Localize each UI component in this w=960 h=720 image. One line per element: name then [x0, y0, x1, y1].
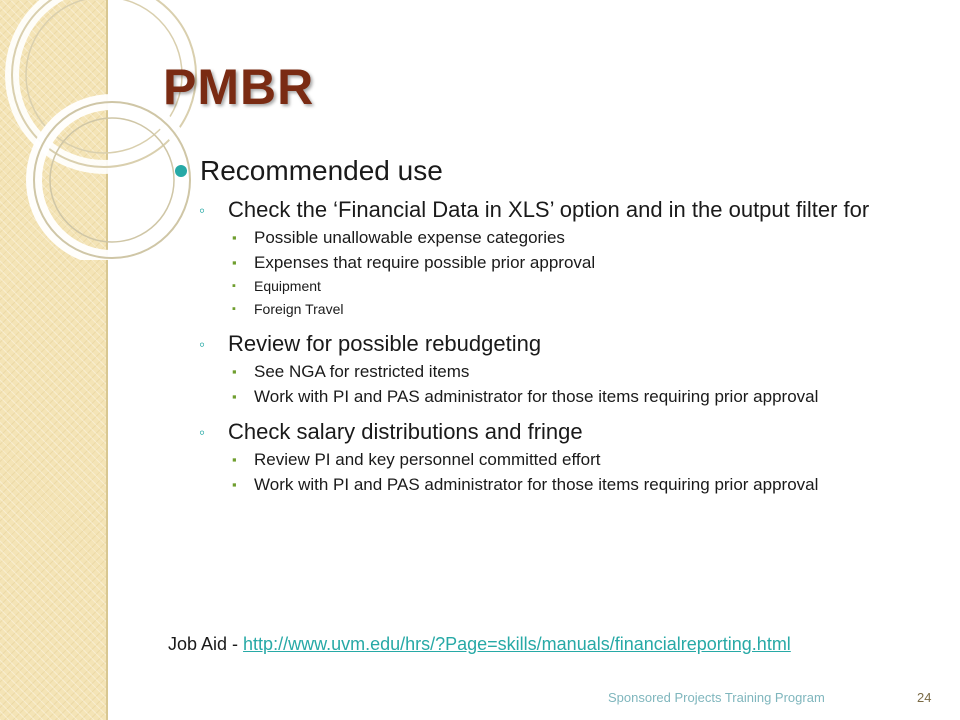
- square-bullet-icon: ▪: [232, 452, 237, 467]
- detail-bullet-text: Possible unallowable expense categories: [254, 228, 565, 247]
- detail-bullet-text: See NGA for restricted items: [254, 362, 470, 381]
- sub-detail-bullet: [170, 300, 930, 318]
- sub-detail-bullet-text: Equipment: [254, 278, 321, 294]
- bullet-groups: [170, 198, 930, 494]
- sub-bullet-text: Check salary distributions and fringe: [228, 419, 583, 444]
- detail-bullet: [170, 362, 930, 381]
- bullet-group: [170, 332, 930, 406]
- sub-bullet-text: Review for possible rebudgeting: [228, 331, 542, 356]
- sub-detail-bullet: [170, 277, 930, 295]
- square-bullet-icon: ▪: [232, 389, 237, 404]
- footer-text: Sponsored Projects Training Program: [608, 690, 825, 705]
- detail-bullet-text: Review PI and key personnel committed effort: [254, 450, 601, 469]
- bullet-dot-icon: [175, 165, 187, 177]
- main-bullet-text: Recommended use: [200, 155, 443, 186]
- bullet-group: [170, 420, 930, 494]
- job-aid-link[interactable]: http://www.uvm.edu/hrs/?Page=skills/manuals/financialreporting.html: [243, 634, 791, 654]
- circle-bullet-icon: ◦: [199, 335, 206, 354]
- circle-bullet-icon: ◦: [199, 423, 206, 442]
- detail-bullet-text: Work with PI and PAS administrator for those items requiring prior approval: [254, 387, 819, 406]
- sub-bullet: [170, 332, 930, 356]
- circle-bullet-icon: ◦: [199, 201, 206, 220]
- detail-bullet-text: Expenses that require possible prior approval: [254, 253, 596, 272]
- job-aid: [168, 634, 791, 655]
- square-bullet-icon: ▪: [232, 280, 236, 292]
- detail-bullet: [170, 450, 930, 469]
- page-number: 24: [917, 690, 932, 705]
- main-bullet: [170, 150, 930, 192]
- sub-bullet: [170, 198, 930, 222]
- square-bullet-icon: ▪: [232, 303, 236, 315]
- detail-bullet: [170, 228, 930, 247]
- square-bullet-icon: ▪: [232, 255, 237, 270]
- sub-bullet: [170, 420, 930, 444]
- square-bullet-icon: ▪: [232, 230, 237, 245]
- bullet-group: [170, 198, 930, 318]
- square-bullet-icon: ▪: [232, 477, 237, 492]
- detail-bullet-text: Work with PI and PAS administrator for those items requiring prior approval: [254, 475, 819, 494]
- sub-bullet-text: Check the ‘Financial Data in XLS’ option and in the output filter for: [228, 197, 870, 222]
- detail-bullet: [170, 387, 930, 406]
- sub-detail-bullet-text: Foreign Travel: [254, 301, 344, 317]
- detail-bullet: [170, 253, 930, 272]
- square-bullet-icon: ▪: [232, 364, 237, 379]
- slide-title: PMBR: [163, 59, 315, 115]
- slide-content: [170, 150, 930, 508]
- detail-bullet: [170, 475, 930, 494]
- job-aid-label: Job Aid -: [168, 634, 244, 654]
